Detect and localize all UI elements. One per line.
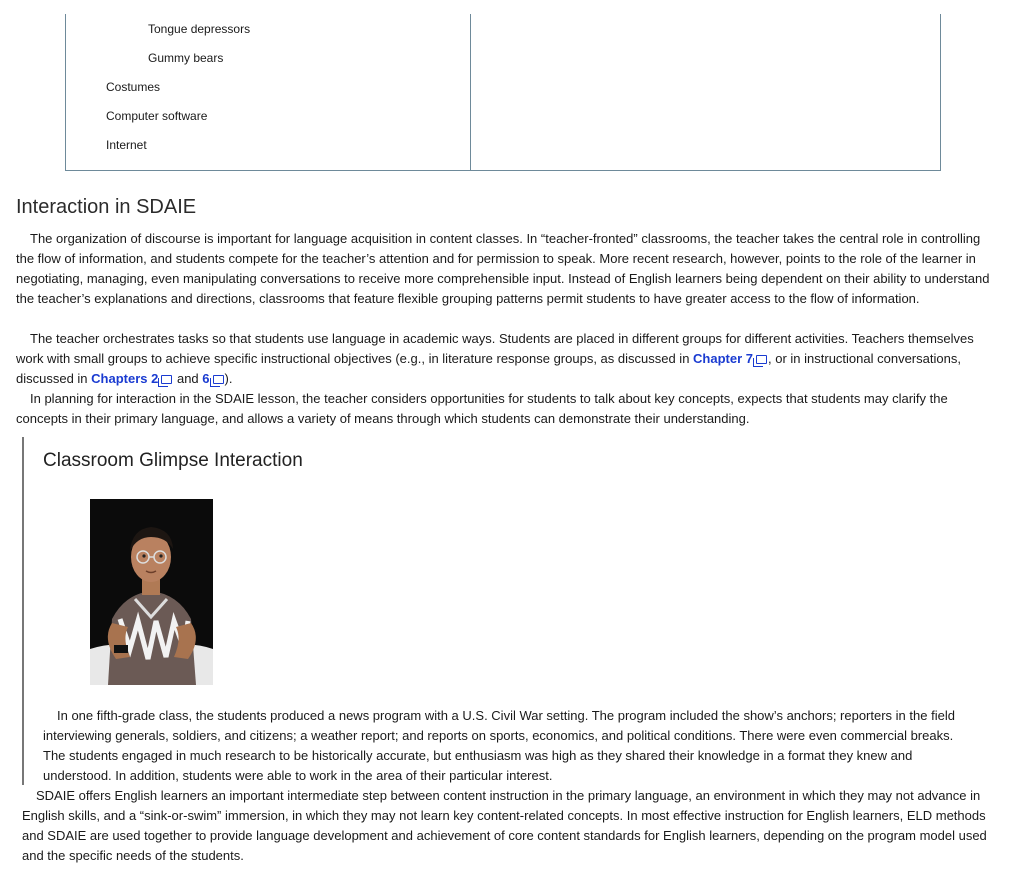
- chapter-7-link[interactable]: Chapter 7: [693, 351, 768, 366]
- paragraph-text: and: [173, 371, 203, 386]
- chapter-6-link[interactable]: 6: [202, 371, 224, 386]
- glimpse-sidebar-rule: [22, 437, 24, 785]
- materials-table: [65, 14, 941, 171]
- section-heading: Interaction in SDAIE: [16, 196, 197, 218]
- table-item: Gummy bears: [148, 51, 224, 65]
- paragraph-tasks: [16, 329, 990, 389]
- table-item: Internet: [106, 138, 147, 152]
- paragraph-text: The teacher orchestrates tasks so that students use language in academic ways. Students are placed in different groups for different activities. Teachers themselves work with small groups to achieve specific instructional objectives (e.g., in literature response groups, as discussed in: [16, 331, 974, 366]
- table-column-divider: [470, 14, 471, 170]
- glimpse-paragraph: In one fifth-grade class, the students produced a news program with a U.S. Civil War setting. The program included the show’s anchors; reporters in the field interviewing generals, soldiers, and citizens; a weather report; and reports on sports, economics, and political conditions. There were even commercial breaks. The students engaged in much research to be historically accurate, but enthusiasm was high as they shared their knowledge in a format they knew and understood. In addition, students were able to work in the area of their particular interest.: [43, 708, 955, 783]
- paragraph-text: , or in instructional conversations, discussed in: [16, 351, 961, 386]
- paragraph-sdaie-summary: SDAIE offers English learners an important intermediate step between content instruction in the primary language, an environment in which they may not advance in English skills, and a “sink-or-swim” immersion, in which they may not learn key content-related concepts. In most effective instruction for English learners, ELD methods and SDAIE are used together to provide language development and achievement of core content standards for English learners, depending on the program model used and the specific needs of the students.: [22, 788, 987, 863]
- table-item: Costumes: [106, 80, 161, 94]
- glimpse-heading: Classroom Glimpse Interaction: [43, 450, 303, 471]
- table-item: Computer software: [106, 109, 208, 123]
- paragraph-planning: In planning for interaction in the SDAIE lesson, the teacher considers opportunities for students to talk about key concepts, expects that students may clarify the concepts in their primary language, and allows a variety of means through which students can demonstrate their understanding.: [16, 391, 948, 426]
- paragraph-text: ).: [224, 371, 233, 386]
- student-photo: [90, 499, 213, 685]
- external-window-icon: [213, 375, 224, 384]
- external-window-icon: [756, 355, 767, 364]
- chapter-2-link[interactable]: Chapters 2: [91, 371, 173, 386]
- paragraph-discourse: The organization of discourse is important for language acquisition in content classes. In “teacher-fronted” classrooms, the teacher takes the central role in controlling the flow of information, and students compete for the teacher’s attention and for permission to speak. More recent research, however, points to the role of the learner in negotiating, managing, even manipulating conversations to receive more comprehensible input. Instead of English learners being dependent on their ability to understand the teacher’s explanations and directions, classrooms that feature flexible grouping patterns permit students to have greater access to the flow of information.: [16, 231, 990, 306]
- external-window-icon: [161, 375, 172, 384]
- table-item: Tongue depressors: [148, 22, 251, 36]
